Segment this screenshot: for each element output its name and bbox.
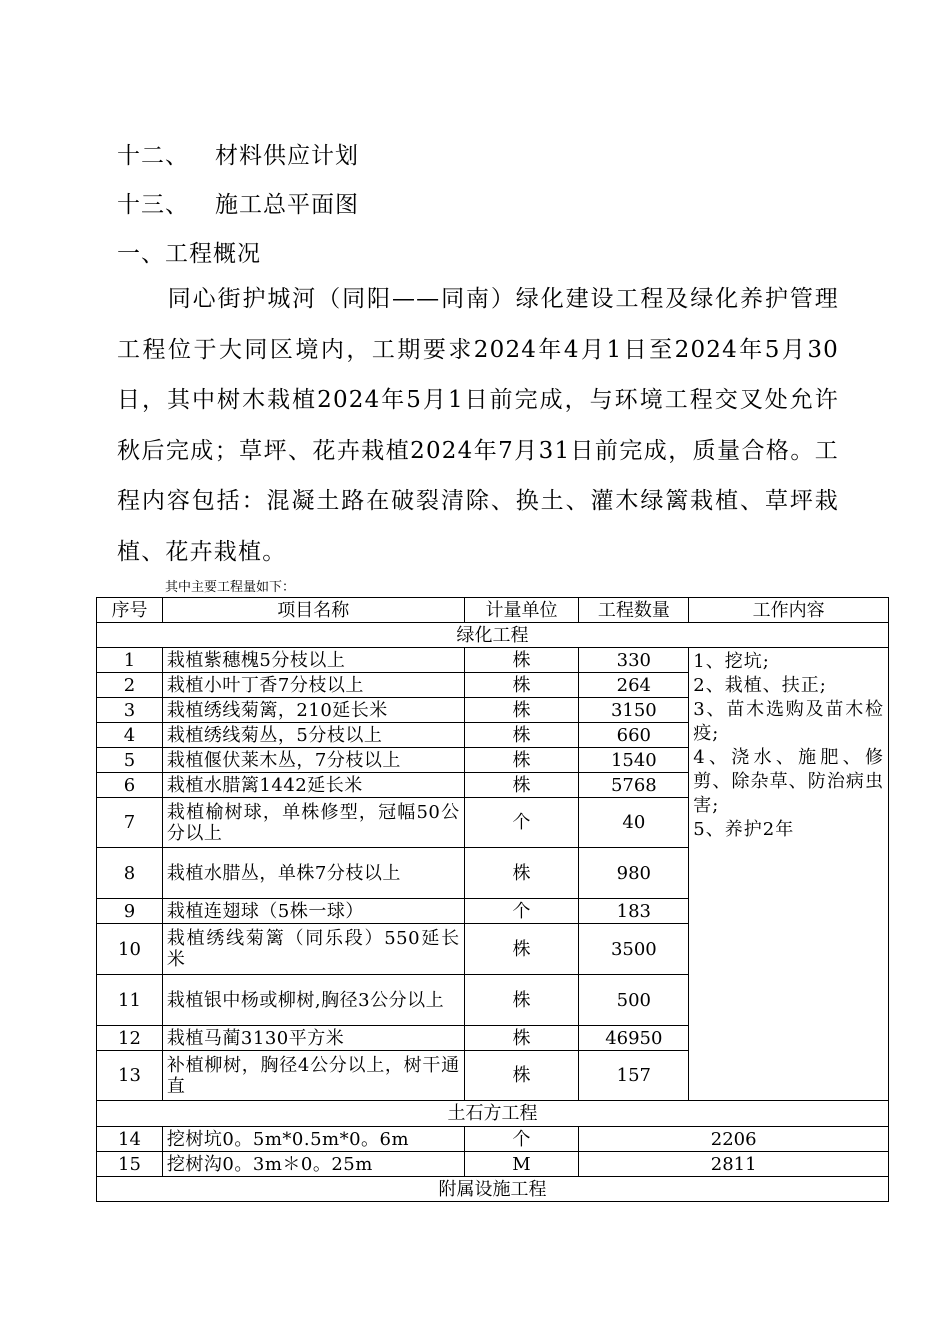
row-name: 栽植连翅球（5株一球） (162, 899, 464, 924)
table-row (97, 1152, 889, 1177)
quantities-table (96, 597, 889, 1202)
row-unit: 个 (464, 1127, 579, 1152)
row-name: 栽植马蔺3130平方米 (162, 1026, 464, 1051)
row-name: 栽植绣线菊篱（同乐段）550延长米 (162, 924, 464, 975)
row-unit: 株 (464, 848, 579, 899)
row-name: 栽植榆树球，单株修型，冠幅50公分以上 (162, 798, 464, 848)
heading-text: 施工总平面图 (215, 192, 359, 218)
row-no: 4 (97, 723, 163, 748)
overview-paragraph (117, 274, 839, 577)
work-content (689, 648, 889, 1101)
row-unit: 株 (464, 648, 579, 673)
row-name: 栽植银中杨或柳树,胸径3公分以上 (162, 975, 464, 1026)
row-qty: 2206 (579, 1127, 889, 1152)
section-row (97, 1177, 889, 1202)
row-qty: 264 (579, 673, 689, 698)
row-name: 栽植水腊丛，单株7分枝以上 (162, 848, 464, 899)
row-qty: 980 (579, 848, 689, 899)
row-unit: M (464, 1152, 579, 1177)
heading-number: 十二、 (117, 143, 189, 169)
row-no: 5 (97, 748, 163, 773)
row-unit: 个 (464, 899, 579, 924)
row-no: 3 (97, 698, 163, 723)
row-name: 挖树沟0。3m＊0。25m (162, 1152, 464, 1177)
row-qty: 500 (579, 975, 689, 1026)
row-name: 栽植偃伏莱木丛，7分枝以上 (162, 748, 464, 773)
heading-text: 材料供应计划 (215, 143, 359, 169)
row-unit: 株 (464, 975, 579, 1026)
table-caption: 其中主要工程量如下： (165, 580, 296, 595)
row-no: 8 (97, 848, 163, 899)
header-name: 项目名称 (162, 598, 464, 623)
section-title: 一、工程概况 (117, 241, 261, 267)
table-row (97, 1127, 889, 1152)
overview-text: 同心街护城河（同阳——同南）绿化建设工程及绿化养护管理工程位于大同区境内，工期要求2024年4月1日至2024年5月30日，其中树木栽植2024年5月1日前完成，与环境工程交叉处允许秋后完成；草坪、花卉栽植2024年7月31日前完成，质量合格。工程内容包括：混凝土路在破裂清除、换土、灌木绿篱栽植、草坪栽植、花卉栽植。 (117, 286, 839, 565)
row-no: 14 (97, 1127, 163, 1152)
row-qty: 5768 (579, 773, 689, 798)
row-name: 挖树坑0。5m*0.5m*0。6m (162, 1127, 464, 1152)
row-unit: 株 (464, 698, 579, 723)
heading-number: 十三、 (117, 192, 189, 218)
row-qty: 3500 (579, 924, 689, 975)
row-name: 栽植小叶丁香7分枝以上 (162, 673, 464, 698)
row-no: 10 (97, 924, 163, 975)
row-no: 12 (97, 1026, 163, 1051)
row-no: 9 (97, 899, 163, 924)
row-qty: 183 (579, 899, 689, 924)
row-unit: 株 (464, 1051, 579, 1101)
row-qty: 660 (579, 723, 689, 748)
row-name: 栽植紫穗槐5分枝以上 (162, 648, 464, 673)
row-unit: 株 (464, 1026, 579, 1051)
section-earthwork: 土石方工程 (97, 1101, 889, 1127)
row-unit: 个 (464, 798, 579, 848)
table-header-row (97, 598, 889, 623)
row-qty: 157 (579, 1051, 689, 1101)
section-row (97, 623, 889, 648)
row-qty: 330 (579, 648, 689, 673)
heading-12 (117, 137, 359, 170)
work-item: 1、挖坑; (693, 651, 770, 672)
work-item: 3、苗木选购及苗木检疫; (693, 699, 884, 744)
header-unit: 计量单位 (464, 598, 579, 623)
row-no: 15 (97, 1152, 163, 1177)
row-unit: 株 (464, 773, 579, 798)
row-qty: 2811 (579, 1152, 889, 1177)
row-qty: 3150 (579, 698, 689, 723)
row-no: 13 (97, 1051, 163, 1101)
header-qty: 工程数量 (579, 598, 689, 623)
row-unit: 株 (464, 924, 579, 975)
row-unit: 株 (464, 723, 579, 748)
work-item: 5、养护2年 (693, 819, 795, 840)
row-unit: 株 (464, 748, 579, 773)
section-ancillary: 附属设施工程 (97, 1177, 889, 1202)
section-greening: 绿化工程 (97, 623, 889, 648)
work-item: 4、浇水、施肥、修剪、除杂草、防治病虫害; (693, 747, 884, 816)
row-no: 1 (97, 648, 163, 673)
row-qty: 40 (579, 798, 689, 848)
row-no: 11 (97, 975, 163, 1026)
row-no: 6 (97, 773, 163, 798)
row-qty: 1540 (579, 748, 689, 773)
row-name: 栽植水腊篱1442延长米 (162, 773, 464, 798)
work-item: 2、栽植、扶正; (693, 675, 827, 696)
section-row (97, 1101, 889, 1127)
row-no: 2 (97, 673, 163, 698)
row-unit: 株 (464, 673, 579, 698)
row-name: 栽植绣线菊篱，210延长米 (162, 698, 464, 723)
row-qty: 46950 (579, 1026, 689, 1051)
row-no: 7 (97, 798, 163, 848)
header-no: 序号 (97, 598, 163, 623)
row-name: 补植柳树，胸径4公分以上，树干通直 (162, 1051, 464, 1101)
row-name: 栽植绣线菊丛，5分枝以上 (162, 723, 464, 748)
heading-13 (117, 186, 359, 219)
header-work: 工作内容 (689, 598, 889, 623)
table-row (97, 648, 889, 673)
